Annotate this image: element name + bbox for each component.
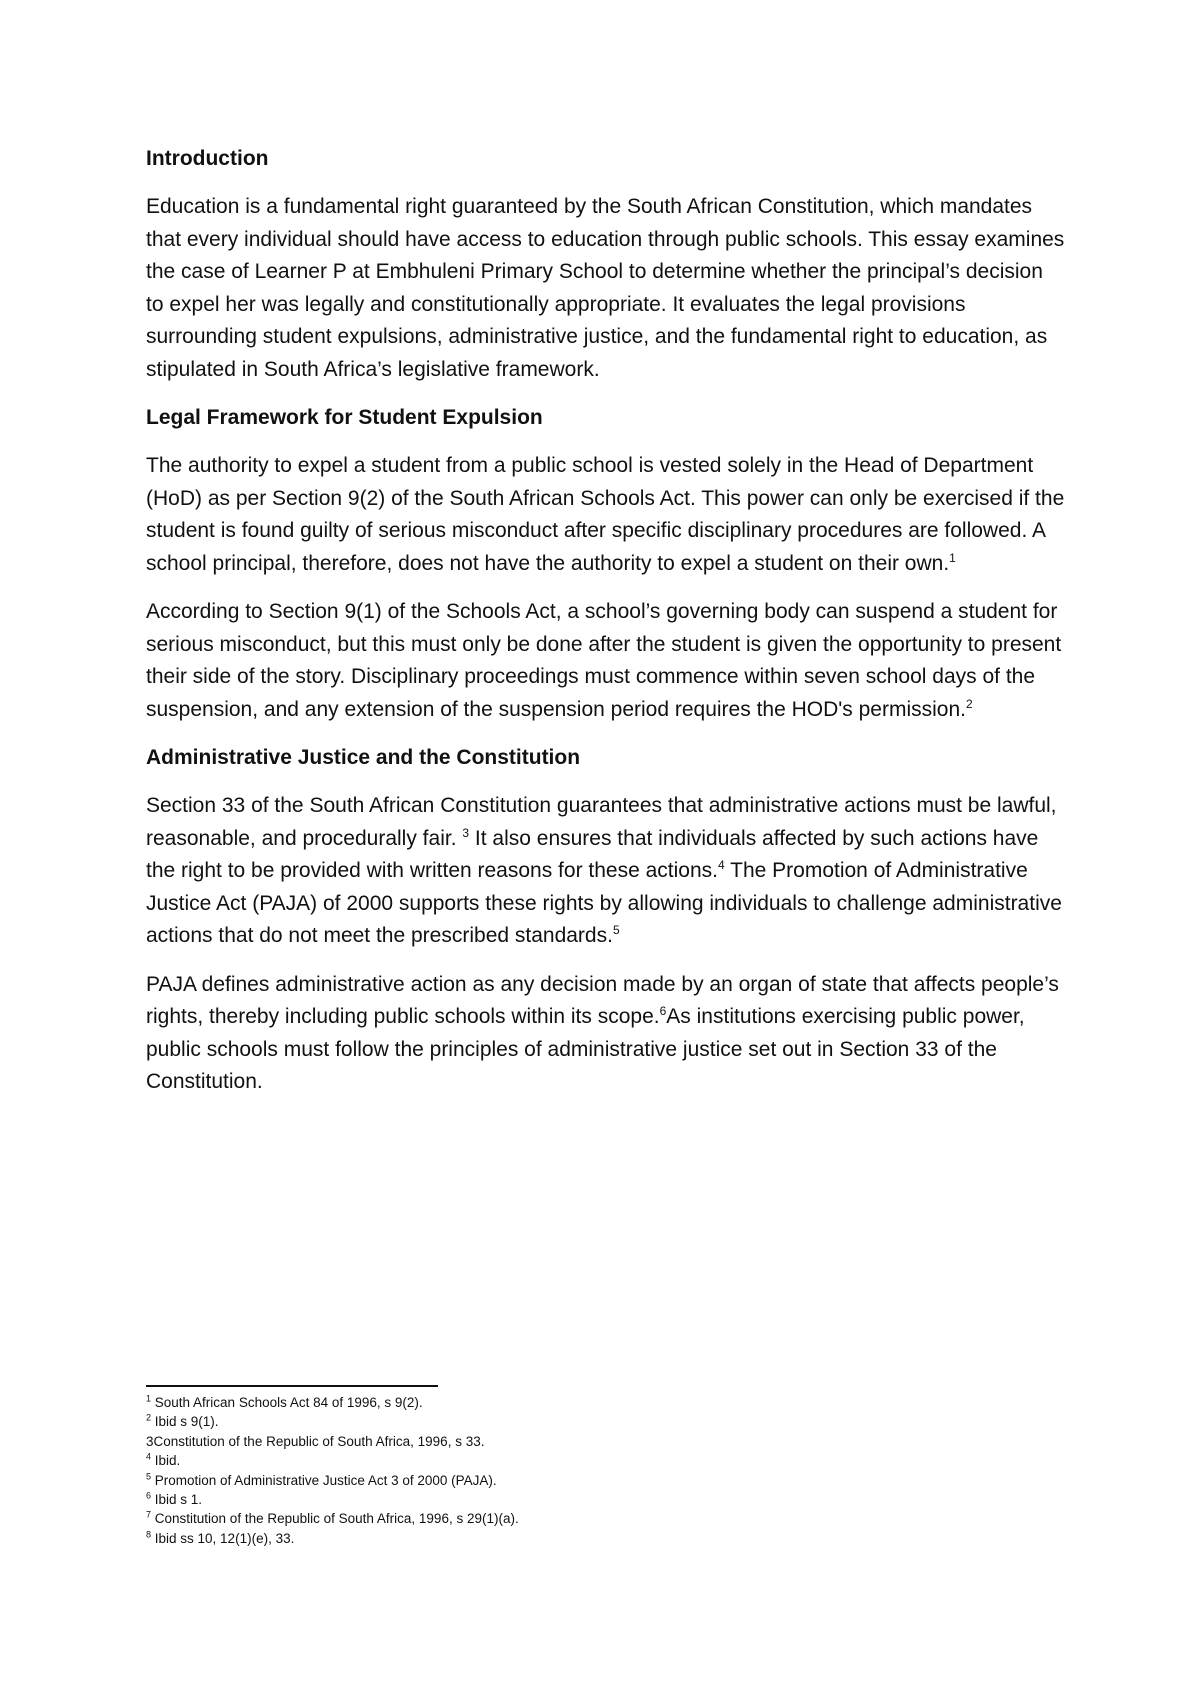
footnote-number: 8 (146, 1529, 152, 1540)
footnote-ref[interactable]: 5 (612, 923, 620, 937)
paragraph (146, 596, 1066, 726)
footnote-number: 7 (146, 1509, 152, 1520)
paragraph (146, 969, 1066, 1099)
footnote-number: 1 (146, 1393, 152, 1404)
paragraph-text: As institutions exercising public power, public schools must follow the principles of administrative justice set out in Section 33 of the Constitution. (146, 1005, 1025, 1093)
footnote (146, 1471, 1046, 1490)
paragraph-text: The Promotion of Administrative Justice Act (PAJA) of 2000 supports these rights by allowing individuals to challenge administrative actions that do not meet the prescribed standards. (146, 859, 1062, 947)
section-heading-introduction: Introduction (146, 147, 269, 170)
paragraph-text: According to Section 9(1) of the Schools Act, a school’s governing body can suspend a student for serious misconduct, but this must only be done after the student is given the opportunity to present their side of the story. Disciplinary proceedings must commence within seven school days of the suspension, and any extension of the suspension period requires the HOD's permission. (146, 600, 1062, 721)
footnote-ref[interactable]: 1 (949, 550, 956, 565)
footnote-ref[interactable]: 2 (965, 696, 973, 711)
footnote (146, 1393, 1046, 1412)
footnote-text: Constitution of the Republic of South Africa, 1996, s 29(1)(a). (151, 1511, 519, 1527)
footnote-text: Ibid s 9(1). (151, 1414, 219, 1430)
footnote (146, 1490, 1046, 1509)
footnote-number: 4 (146, 1451, 152, 1462)
footnote-text: 3Constitution of the Republic of South Africa, 1996, s 33. (146, 1433, 485, 1449)
footnote-text: Ibid. (151, 1453, 181, 1469)
footnote-text: South African Schools Act 84 of 1996, s 9(2). (151, 1395, 423, 1410)
paragraph-text: It also ensures that individuals affected by such actions have the right to be provided with written reasons for these actions. (146, 826, 1039, 882)
paragraph (146, 450, 1066, 580)
paragraph-text: PAJA defines administrative action as any decision made by an organ of state that affects people’s rights, thereby including public schools within its scope. (146, 972, 1059, 1028)
footnote-ref[interactable]: 3 (462, 825, 470, 840)
paragraph-text: The authority to expel a student from a public school is vested solely in the Head of Department (HoD) as per Section 9(2) of the South African Schools Act. This power can only be exercised if the student is found guilty of serious misconduct after specific disciplinary procedures are followed. A school principal, therefore, does not have the authority to expel a student on their own. (146, 454, 1065, 575)
footnote-divider (146, 1385, 438, 1387)
footnote-number: 5 (146, 1471, 152, 1482)
paragraph-text: Education is a fundamental right guaranteed by the South African Constitution, which mandates that every individual should have access to education through public schools. This essay examines the case of Learner P at Embhuleni Primary School to determine whether the principal’s decision to expel her was legally and constitutionally appropriate. It evaluates the legal provisions surrounding student expulsions, administrative justice, and the fundamental right to education, as stipulated in South Africa’s legislative framework. (146, 195, 1065, 381)
footnote-ref[interactable]: 6 (659, 1004, 667, 1018)
footnote (146, 1529, 1046, 1548)
footnote (146, 1509, 1046, 1528)
footnote-text: Ibid ss 10, 12(1)(e), 33. (151, 1530, 295, 1546)
footnote-text: Ibid s 1. (151, 1492, 203, 1508)
footnote (146, 1432, 1046, 1451)
footnote-text: Promotion of Administrative Justice Act 3 of 2000 (PAJA). (151, 1472, 497, 1488)
footnote-number: 6 (146, 1490, 152, 1501)
footnotes (146, 1393, 1046, 1548)
document-body (146, 143, 1066, 1115)
footnote-ref[interactable]: 4 (717, 858, 725, 872)
section-heading-legal-framework: Legal Framework for Student Expulsion (146, 406, 543, 429)
footnote (146, 1412, 1046, 1431)
paragraph-text: Section 33 of the South African Constitution guarantees that administrative actions must be lawful, reasonable, and procedurally fair. (146, 794, 1057, 850)
footnote-number: 2 (146, 1412, 152, 1423)
paragraph (146, 191, 1066, 386)
paragraph (146, 790, 1066, 953)
section-heading-administrative-justice: Administrative Justice and the Constitution (146, 746, 581, 769)
footnote (146, 1451, 1046, 1470)
